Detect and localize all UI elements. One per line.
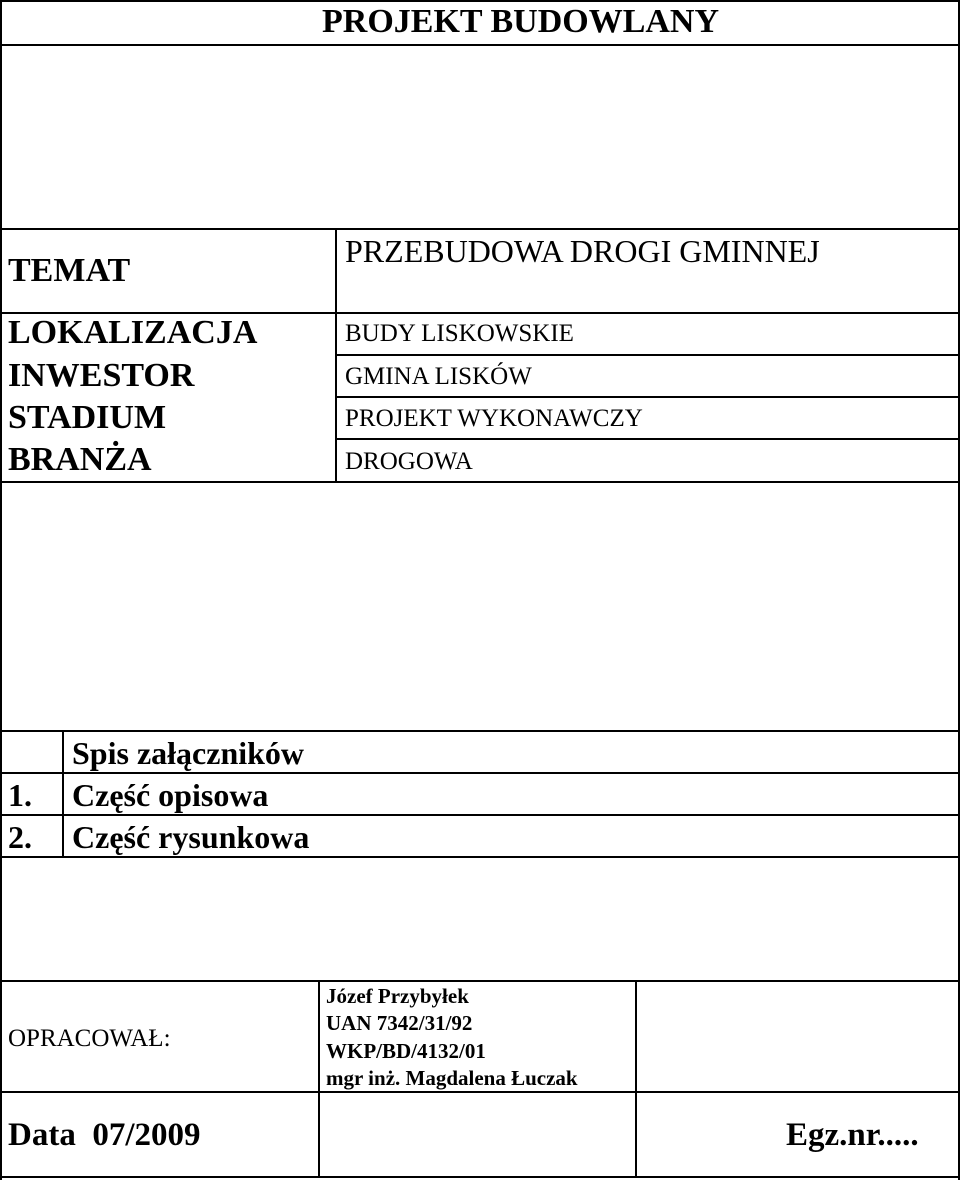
- footer-top-divider: [0, 980, 960, 982]
- value-stadium: PROJEKT WYKONAWCZY: [345, 405, 643, 432]
- footer-divider-left: [318, 980, 320, 1178]
- document-title: PROJEKT BUDOWLANY: [322, 3, 720, 40]
- value-inwestor: GMINA LISKÓW: [345, 363, 532, 390]
- prepared-by-label: OPRACOWAŁ:: [8, 1025, 171, 1052]
- label-temat: TEMAT: [8, 252, 131, 289]
- attachment-label: Część rysunkowa: [72, 819, 310, 855]
- author-line: Józef Przybyłek: [326, 984, 469, 1008]
- value-branza: DROGOWA: [345, 448, 473, 475]
- footer-mid-divider: [0, 1091, 960, 1093]
- attachments-heading: Spis załączników: [72, 735, 305, 771]
- label-lokalizacja: LOKALIZACJA: [8, 314, 258, 351]
- attachments-top-divider: [0, 730, 960, 732]
- info-row-divider: [335, 354, 960, 356]
- label-branza: BRANŻA: [8, 441, 152, 478]
- label-inwestor: INWESTOR: [8, 357, 195, 394]
- attachment-number: 2.: [8, 819, 32, 855]
- attachments-row-divider: [0, 772, 960, 774]
- date-field: Data 07/2009: [8, 1117, 201, 1153]
- divider-above-info: [0, 228, 960, 230]
- frame-left-border: [0, 0, 2, 1180]
- frame-bottom-border: [0, 1176, 960, 1178]
- footer-divider-right: [635, 980, 637, 1178]
- author-line: UAN 7342/31/92: [326, 1011, 473, 1035]
- attachment-label: Część opisowa: [72, 777, 269, 813]
- author-line: WKP/BD/4132/01: [326, 1039, 486, 1063]
- attachment-number: 1.: [8, 777, 32, 813]
- value-lokalizacja: BUDY LISKOWSKIE: [345, 320, 574, 347]
- attachments-row-divider: [0, 814, 960, 816]
- attachments-number-divider: [62, 730, 64, 856]
- attachments-bottom-divider: [0, 856, 960, 858]
- copy-number-field: Egz.nr.....: [786, 1117, 919, 1153]
- author-line: mgr inż. Magdalena Łuczak: [326, 1066, 578, 1090]
- divider-under-title: [0, 44, 960, 46]
- info-row-divider: [335, 438, 960, 440]
- value-temat: PRZEBUDOWA DROGI GMINNEJ: [345, 233, 820, 269]
- frame-top-border: [0, 0, 960, 2]
- info-bottom-divider: [0, 481, 960, 483]
- label-stadium: STADIUM: [8, 399, 167, 436]
- info-row-divider: [335, 396, 960, 398]
